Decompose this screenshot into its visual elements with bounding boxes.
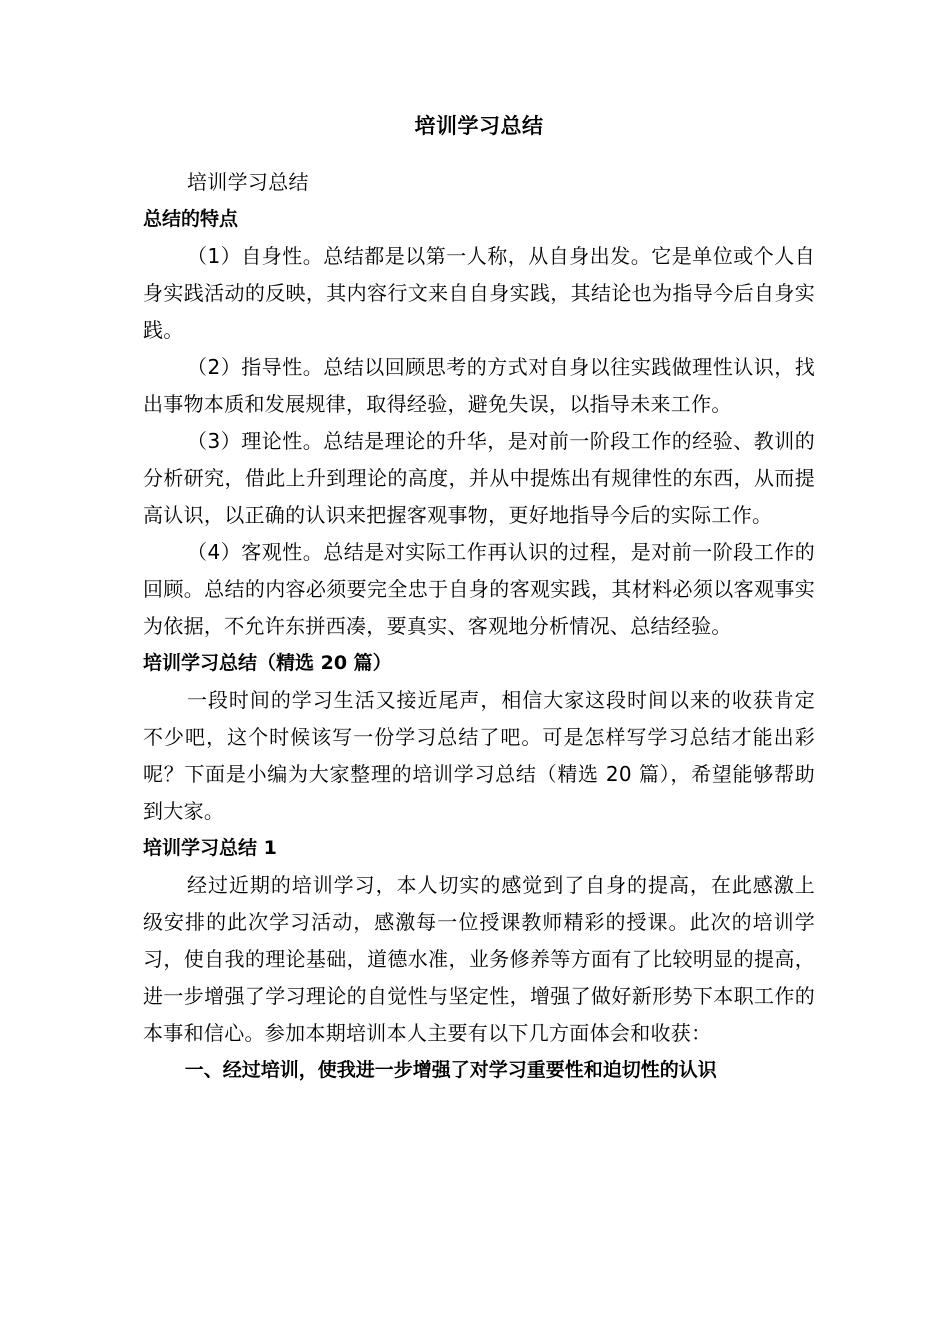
- document-title: 培训学习总结: [414, 114, 544, 138]
- paragraph-theory: （3）理论性。总结是理论的升华，是对前一阶段工作的经验、教训的分析研究，借此上升到理论的高度，并从中提炼出有规律性的东西，从而提高认识，以正确的认识来把握客观事物，更好地指导今后的实际工作。: [143, 429, 815, 527]
- paragraph-intro: 一段时间的学习生活又接近尾声，相信大家这段时间以来的收获肯定不少吧，这个时候该写一份学习总结了吧。可是怎样写学习总结才能出彩呢？下面是小编为大家整理的培训学习总结（精选 20 篇），希望能够帮助到大家。: [143, 688, 815, 823]
- paragraph-self: （1）自身性。总结都是以第一人称，从自身出发。它是单位或个人自身实践活动的反映，其内容行文来自自身实践，其结论也为指导今后自身实践。: [143, 244, 815, 342]
- paragraph-guidance: （2）指导性。总结以回顾思考的方式对自身以往实践做理性认识，找出事物本质和发展规律，取得经验，避免失误，以指导未来工作。: [143, 355, 815, 416]
- section-heading-features: 总结的特点: [143, 208, 239, 230]
- document-subtitle: 培训学习总结: [187, 170, 309, 194]
- paragraph-summary-1: 经过近期的培训学习，本人切实的感觉到了自身的提高，在此感激上级安排的此次学习活动，感激每一位授课教师精彩的授课。此次的培训学习，使自我的理论基础，道德水准，业务修养等方面有了比较明显的提高，进一步增强了学习理论的自觉性与坚定性，增强了做好新形势下本职工作的本事和信心。参加本期培训本人主要有以下几方面体会和收获：: [143, 873, 815, 1045]
- document-page: [143, 108, 815, 1089]
- subheading-1: 一、经过培训，使我进一步增强了对学习重要性和迫切性的认识: [184, 1059, 717, 1081]
- section-heading-selected: 培训学习总结（精选 20 篇）: [143, 652, 392, 674]
- paragraph-objectivity: （4）客观性。总结是对实际工作再认识的过程，是对前一阶段工作的回顾。总结的内容必须要完全忠于自身的客观实践，其材料必须以客观事实为依据，不允许东拼西凑，要真实、客观地分析情况、总结经验。: [143, 540, 815, 638]
- section-heading-summary-1: 培训学习总结 1: [143, 837, 277, 859]
